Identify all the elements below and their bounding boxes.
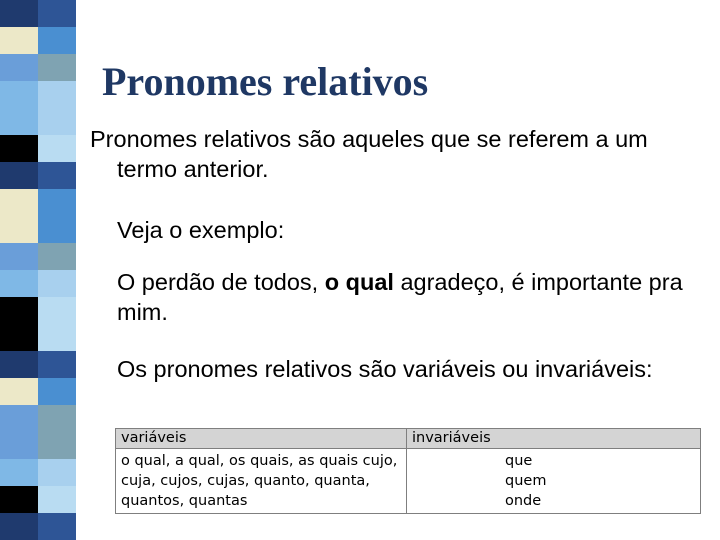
stripe-block bbox=[0, 81, 38, 108]
table-header-row bbox=[116, 429, 701, 449]
stripe-block bbox=[38, 81, 76, 108]
pronouns-table bbox=[115, 428, 701, 514]
stripe-block bbox=[0, 351, 38, 378]
stripe-block bbox=[0, 486, 38, 513]
example-text-before: O perdão de todos, bbox=[117, 269, 325, 295]
invariavel-item: quem bbox=[505, 473, 547, 489]
stripe-block bbox=[38, 270, 76, 297]
stripe-block bbox=[38, 108, 76, 135]
stripe-block bbox=[38, 243, 76, 270]
example-intro: Veja o exemplo: bbox=[117, 217, 285, 243]
invariavel-item: onde bbox=[505, 493, 542, 509]
decorative-stripe bbox=[0, 0, 76, 540]
stripe-block bbox=[0, 27, 38, 54]
stripe-block bbox=[0, 162, 38, 189]
stripe-block bbox=[0, 189, 38, 216]
stripe-block bbox=[38, 405, 76, 432]
stripe-block bbox=[38, 351, 76, 378]
stripe-block bbox=[0, 513, 38, 540]
stripe-block bbox=[0, 54, 38, 81]
stripe-block bbox=[38, 27, 76, 54]
stripe-block bbox=[0, 243, 38, 270]
stripe-block bbox=[0, 0, 38, 27]
stripe-block bbox=[0, 432, 38, 459]
stripe-block bbox=[0, 459, 38, 486]
stripe-block bbox=[0, 324, 38, 351]
stripe-block bbox=[0, 405, 38, 432]
stripe-block bbox=[38, 486, 76, 513]
stripe-block bbox=[38, 459, 76, 486]
table-row bbox=[116, 449, 701, 514]
stripe-block bbox=[38, 189, 76, 216]
stripe-block bbox=[38, 297, 76, 324]
cell-invariaveis bbox=[407, 449, 701, 514]
stripe-block bbox=[38, 432, 76, 459]
stripe-block bbox=[0, 270, 38, 297]
stripe-block bbox=[38, 216, 76, 243]
invariavel-item: que bbox=[505, 453, 533, 469]
example-relative-pronoun: o qual bbox=[324, 269, 394, 295]
stripe-block bbox=[38, 513, 76, 540]
example-text-after: agradeço, é importante pra mim. bbox=[117, 269, 683, 325]
page-title: Pronomes relativos bbox=[102, 59, 429, 104]
stripe-block bbox=[38, 324, 76, 351]
stripe-block bbox=[38, 378, 76, 405]
definition-paragraph: Pronomes relativos são aqueles que se referem a um termo anterior. bbox=[90, 126, 648, 182]
stripe-block bbox=[38, 135, 76, 162]
classification-paragraph: Os pronomes relativos são variáveis ou invariáveis: bbox=[117, 356, 653, 382]
stripe-block bbox=[0, 216, 38, 243]
stripe-block bbox=[0, 108, 38, 135]
body-text bbox=[90, 124, 705, 384]
cell-variaveis: o qual, a qual, os quais, as quais cujo, cuja, cujos, cujas, quanto, quanta, quantos, quantas bbox=[116, 449, 407, 514]
stripe-block bbox=[38, 0, 76, 27]
header-invariaveis: invariáveis bbox=[407, 429, 701, 449]
stripe-block bbox=[0, 297, 38, 324]
header-variaveis: variáveis bbox=[116, 429, 407, 449]
stripe-block bbox=[0, 378, 38, 405]
stripe-block bbox=[0, 135, 38, 162]
stripe-block bbox=[38, 54, 76, 81]
example-sentence bbox=[90, 267, 705, 327]
stripe-block bbox=[38, 162, 76, 189]
